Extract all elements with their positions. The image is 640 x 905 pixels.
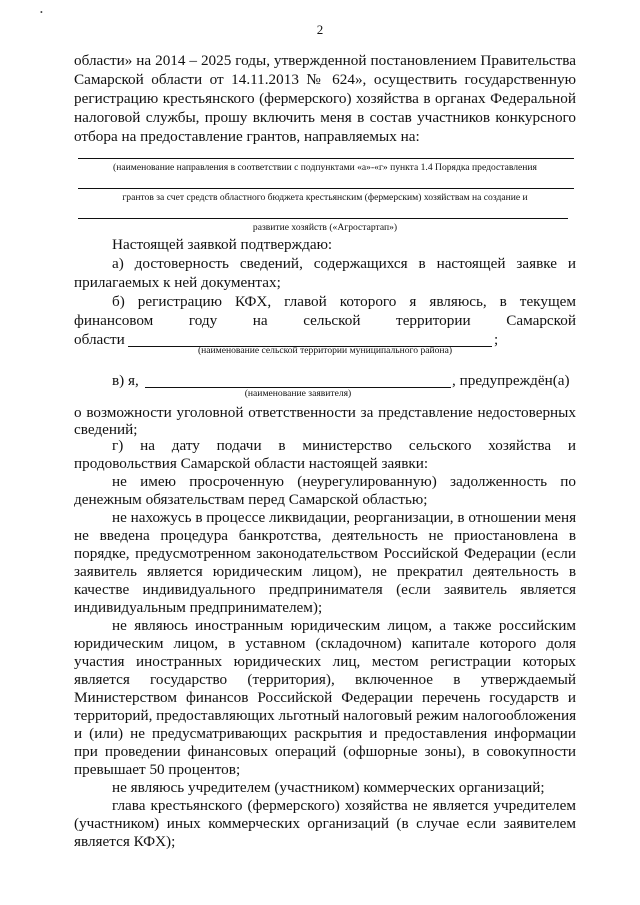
text-line: Министерством финансов Российской Федерации перечень государств и [74,689,576,706]
fill-line[interactable] [78,188,574,189]
confirm-heading: Настоящей заявкой подтверждаю: [112,236,333,253]
text-line: (участником) иных коммерческих организаций (в случае если заявителем [74,815,576,832]
text-line: о возможности уголовной ответственности за представление недостоверных [74,404,576,421]
text-line: ; [494,331,499,348]
text-line: не являюсь учредителем (участником) коммерческих организаций; [112,779,545,796]
text-line: качестве индивидуального предпринимателя (если заявитель является [74,581,576,598]
text-line: и (или) не предусматривающих раскрытия и предоставления информации [74,725,576,742]
text-line: заявитель является юридическим лицом), не прекратил деятельность в [74,563,576,580]
caption-direction: (наименование направления в соответствии с подпунктами «а»-«г» пункта 1.4 Порядка предоставления [113,162,537,173]
text-line: отбора на предоставление грантов, направляемых на: [74,128,420,145]
text-line: , предупреждён(а) [452,372,570,389]
text-line: юридическим лицом, в уставном (складочном) капитале которого доля [74,635,576,652]
text-line: порядке, предусмотренном законодательством Российской Федерации (если [74,545,576,562]
text-line: продовольствия Самарской области настоящей заявки: [74,455,429,472]
fill-line[interactable] [78,218,568,219]
text-line: регистрацию крестьянского (фермерского) хозяйства в органах Федеральной [74,90,576,107]
text-line: не нахожусь в процессе ликвидации, реорганизации, в отношении меня [112,509,577,526]
text-line: не имею просроченную (неурегулированную) задолженность по [112,473,576,490]
scan-dot: • [40,8,43,17]
text-line: области [74,331,125,348]
text-line: является КФХ); [74,833,176,850]
text-line: финансовом году на сельской территории Самарской [74,312,576,329]
text-line: превышает 50 процентов; [74,761,241,778]
text-line: глава крестьянского (фермерского) хозяйства не является учредителем [112,797,576,814]
text-line: Самарской области от 14.11.2013 № 624», осуществить государственную [74,71,576,88]
caption-territory: (наименование сельской территории муниципального района) [197,345,453,356]
caption-direction-end: развитие хозяйств («Агростартап») [252,222,398,233]
text-line: является государство (территория), включенное в утверждаемый [74,671,576,688]
text-line: прилагаемых к ней документах; [74,274,281,291]
text-line: не являюсь иностранным юридическим лицом, а также российским [112,617,576,634]
text-line: области» на 2014 – 2025 годы, утвержденной постановлением Правительства [74,52,576,69]
caption-applicant: (наименование заявителя) [244,388,352,399]
text-line: территорий, предоставляющих льготный налоговый режим налогообложения [74,707,577,724]
page-number: 2 [316,22,324,37]
text-line: денежным обязательствам перед Самарской областью; [74,491,428,508]
text-line: при проведении финансовых операций (офшорные зоны), в совокупности [74,743,576,760]
caption-direction-cont: грантов за счет средств областного бюджета крестьянским (фермерским) хозяйствам на создание и [122,192,528,203]
text-line: б) регистрацию КФХ, главой которого я являюсь, в текущем [112,293,576,310]
text-line: а) достоверность сведений, содержащихся в настоящей заявке и [112,255,576,272]
text-line: налоговой службы, прошу включить меня в состав участников конкурсного [74,109,576,126]
text-line: не введена процедура банкротства, деятельность не приостановлена в [74,527,576,544]
text-line: сведений; [74,421,138,438]
text-line: г) на дату подачи в министерство сельского хозяйства и [112,437,576,454]
text-line: индивидуальным предпринимателем); [74,599,323,616]
text-line: участия иностранных юридических лиц, местом регистрации которых [74,653,576,670]
text-line: в) я, [112,372,139,389]
fill-line[interactable] [78,158,574,159]
